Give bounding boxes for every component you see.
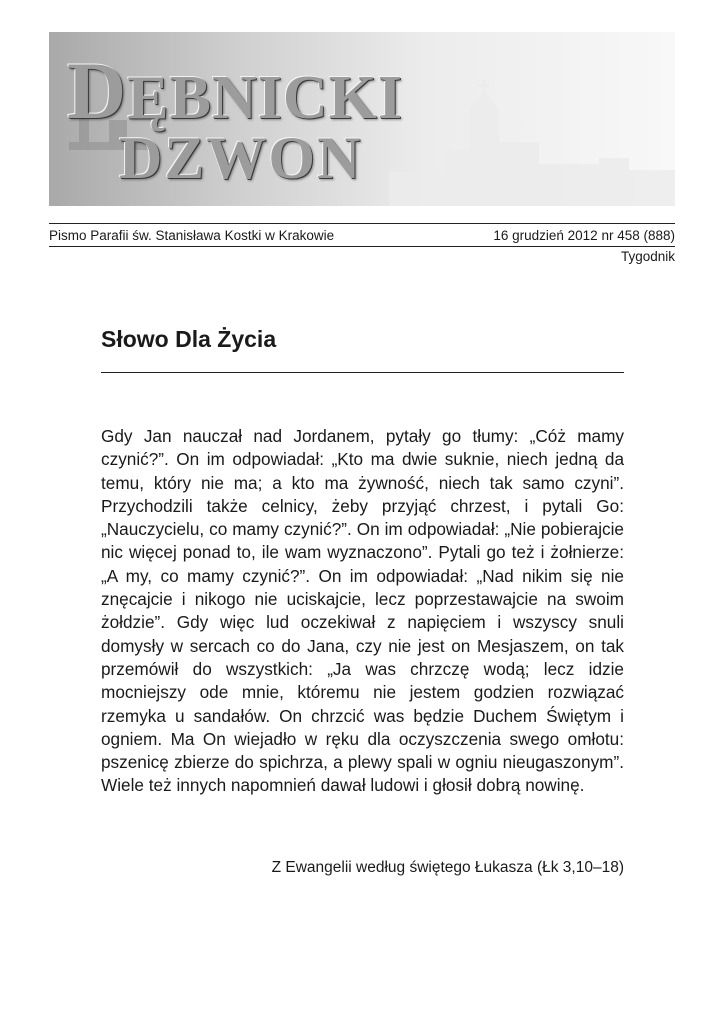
masthead-title-initial: D	[67, 45, 128, 136]
meta-bottom-rule	[49, 246, 675, 247]
publication-frequency: Tygodnik	[620, 249, 675, 264]
article-title: Słowo Dla Życia	[101, 326, 277, 352]
publisher-line: Pismo Parafii św. Stanisława Kostki w Krakowie	[49, 228, 335, 243]
meta-top-rule	[49, 223, 675, 224]
masthead-title-line2: DZWON	[119, 125, 363, 191]
article-body: Gdy Jan nauczał nad Jordanem, pytały go tłumy: „Cóż mamy czynić?”. On im odpowiadał: „Kto ma dwie suknie, niech jedną da temu, który nie ma; a kto ma żywność, niech tak samo czyni”. Przychodzili także celnicy, żeby przyjąć chrzest, i pytali Go: „Nauczycielu, co mamy czynić?”. On im odpowiadał: „Nie pobierajcie nic więcej ponad to, ile wam wyznaczono”. Pytali go też i żołnierze: „A my, co mamy czynić?”. On im odpowiadał: „Nad nikim się nie znęcajcie i nikogo nie uciskajcie, lecz poprzestawajcie na swoim żołdzie”. Gdy więc lud oczekiwał z napięciem i wszyscy snuli domysły w sercach co do Jana, czy nie jest on Mesjaszem, on tak przemówił do wszystkich: „Ja was chrzczę wodą; lecz idzie mocniejszy ode mnie, któremu nie jestem godzien rozwiązać rzemyka u sandałów. On chrzcić was będzie Duchem Świętym i ogniem. Ma On wiejadło w ręku dla oczyszczenia swego omłotu: pszenicę zbierze do spichrza, a plewy spali w ogniu nieugaszonym”. Wiele też innych napomnień dawał ludowi i głosił dobrą nowinę.	[101, 426, 624, 796]
issue-info: 16 grudzień 2012 nr 458 (888)	[493, 228, 675, 243]
gospel-citation: Z Ewangelii według świętego Łukasza (Łk 3,10–18)	[271, 859, 624, 876]
masthead-title-rest: ĘBNICKI	[127, 64, 403, 132]
masthead-banner	[49, 32, 675, 206]
title-divider	[101, 372, 624, 373]
